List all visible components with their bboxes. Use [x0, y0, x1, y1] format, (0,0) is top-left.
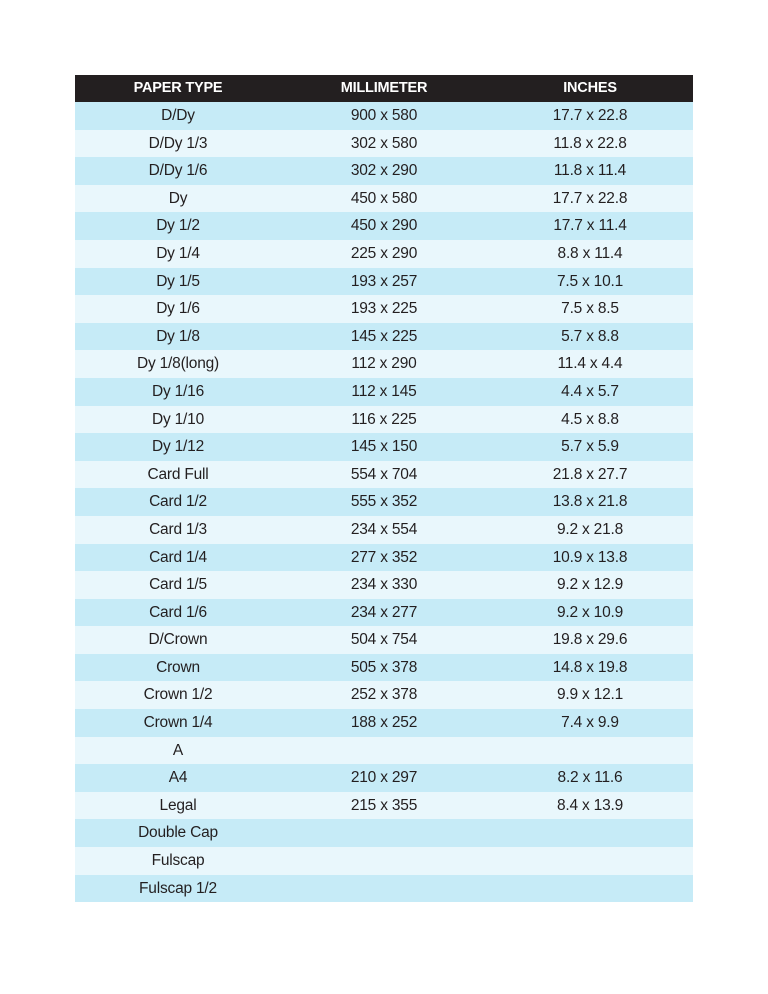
paper-type-cell: Dy 1/8(long)	[136, 355, 220, 373]
millimeter-cell: 145 x 150	[350, 438, 418, 456]
millimeter-cell: 215 x 355	[350, 796, 418, 814]
millimeter-cell	[281, 737, 487, 765]
millimeter-cell: 555 x 352	[350, 493, 418, 511]
paper-type-cell: Dy	[168, 189, 188, 207]
millimeter-cell: 505 x 378	[350, 658, 418, 676]
inches-cell: 9.2 x 21.8	[556, 520, 624, 538]
millimeter-cell: 145 x 225	[350, 327, 418, 345]
table-row	[75, 516, 693, 544]
paper-type-cell: Dy 1/16	[151, 382, 205, 400]
millimeter-cell	[281, 819, 487, 847]
inches-cell	[487, 847, 693, 875]
table-row	[75, 488, 693, 516]
millimeter-cell: 234 x 330	[350, 576, 418, 594]
table-row	[75, 378, 693, 406]
inches-cell: 4.5 x 8.8	[561, 410, 619, 428]
table-row	[75, 461, 693, 489]
paper-type-cell: D/Dy	[161, 107, 195, 124]
table-row	[75, 819, 693, 847]
paper-type-cell: Card 1/4	[149, 548, 207, 566]
inches-cell	[487, 737, 693, 765]
table-row	[75, 157, 693, 185]
inches-cell: 14.8 x 19.8	[552, 658, 628, 676]
table-row	[75, 737, 693, 765]
millimeter-cell: 234 x 554	[350, 520, 418, 538]
inches-cell: 9.2 x 10.9	[556, 603, 624, 621]
paper-type-cell: Dy 1/2	[156, 217, 200, 235]
header-inches: INCHES	[563, 80, 617, 96]
millimeter-cell: 277 x 352	[350, 548, 418, 566]
paper-type-cell: A	[172, 741, 184, 759]
inches-cell: 9.9 x 12.1	[556, 686, 624, 704]
table-row	[75, 212, 693, 240]
inches-cell: 11.4 x 4.4	[557, 355, 623, 373]
inches-cell: 8.2 x 11.6	[557, 769, 623, 787]
table-row	[75, 102, 693, 130]
paper-type-cell: Dy 1/4	[156, 244, 200, 262]
inches-cell: 7.5 x 10.1	[556, 272, 624, 290]
paper-size-table-container	[75, 75, 693, 902]
table-row	[75, 847, 693, 875]
paper-type-cell: D/Crown	[148, 631, 208, 649]
header-millimeter: MILLIMETER	[340, 80, 428, 96]
millimeter-cell	[281, 847, 487, 875]
millimeter-cell: 234 x 277	[350, 603, 418, 621]
millimeter-cell	[281, 875, 487, 903]
paper-type-cell: Double Cap	[138, 824, 218, 842]
paper-type-cell: Fulscap	[151, 852, 205, 870]
inches-cell: 17.7 x 22.8	[552, 107, 628, 124]
inches-cell: 5.7 x 5.9	[561, 438, 619, 456]
inches-cell: 17.7 x 11.4	[553, 217, 627, 235]
paper-type-cell: D/Dy 1/3	[148, 134, 208, 152]
millimeter-cell: 302 x 290	[350, 162, 418, 180]
table-row	[75, 875, 693, 903]
inches-cell: 7.5 x 8.5	[561, 300, 619, 318]
table-row	[75, 654, 693, 682]
millimeter-cell: 225 x 290	[350, 244, 418, 262]
header-paper-type: PAPER TYPE	[133, 80, 223, 96]
table-row	[75, 544, 693, 572]
paper-size-table	[75, 75, 693, 902]
inches-cell: 10.9 x 13.8	[552, 548, 628, 566]
inches-cell: 11.8 x 22.8	[553, 134, 627, 152]
table-row	[75, 295, 693, 323]
table-row	[75, 240, 693, 268]
table-row	[75, 709, 693, 737]
table-row	[75, 323, 693, 351]
millimeter-cell: 302 x 580	[350, 134, 418, 152]
paper-type-cell: Fulscap 1/2	[139, 879, 217, 897]
paper-type-cell: Dy 1/8	[156, 327, 200, 345]
paper-type-cell: D/Dy 1/6	[148, 162, 208, 180]
table-row	[75, 433, 693, 461]
inches-cell	[487, 819, 693, 847]
millimeter-cell: 210 x 297	[350, 769, 418, 787]
millimeter-cell: 504 x 754	[350, 631, 418, 649]
millimeter-cell: 112 x 145	[351, 382, 417, 400]
table-row	[75, 626, 693, 654]
paper-type-cell: Crown 1/2	[143, 686, 213, 704]
millimeter-cell: 112 x 290	[351, 355, 417, 373]
table-row	[75, 130, 693, 158]
inches-cell: 5.7 x 8.8	[561, 327, 619, 345]
inches-cell: 9.2 x 12.9	[556, 576, 624, 594]
paper-type-cell: A4	[168, 769, 188, 787]
table-row	[75, 681, 693, 709]
table-row	[75, 764, 693, 792]
millimeter-cell: 188 x 252	[350, 714, 418, 732]
inches-cell: 4.4 x 5.7	[561, 382, 619, 400]
table-row	[75, 571, 693, 599]
millimeter-cell: 193 x 225	[350, 300, 418, 318]
table-row	[75, 268, 693, 296]
table-row	[75, 350, 693, 378]
paper-type-cell: Card 1/5	[149, 576, 207, 594]
paper-type-cell: Card Full	[147, 465, 209, 483]
paper-type-cell: Card 1/6	[149, 603, 207, 621]
paper-type-cell: Dy 1/5	[156, 272, 200, 290]
table-row	[75, 792, 693, 820]
paper-type-cell: Legal	[159, 796, 197, 814]
inches-cell: 19.8 x 29.6	[552, 631, 628, 649]
paper-type-cell: Dy 1/6	[156, 300, 200, 318]
paper-type-cell: Dy 1/12	[151, 438, 205, 456]
table-header	[75, 75, 693, 102]
inches-cell: 21.8 x 27.7	[552, 465, 628, 483]
millimeter-cell: 252 x 378	[350, 686, 418, 704]
millimeter-cell: 554 x 704	[350, 465, 418, 483]
inches-cell: 7.4 x 9.9	[561, 714, 619, 732]
inches-cell: 8.4 x 13.9	[556, 796, 624, 814]
table-body	[75, 102, 693, 902]
millimeter-cell: 193 x 257	[350, 272, 418, 290]
paper-type-cell: Card 1/3	[149, 520, 207, 538]
paper-type-cell: Crown 1/4	[143, 714, 213, 732]
inches-cell: 13.8 x 21.8	[552, 493, 628, 511]
table-row	[75, 185, 693, 213]
millimeter-cell: 450 x 290	[350, 217, 418, 235]
inches-cell	[487, 875, 693, 903]
paper-type-cell: Dy 1/10	[151, 410, 205, 428]
inches-cell: 17.7 x 22.8	[552, 189, 628, 207]
millimeter-cell: 116 x 225	[351, 410, 417, 428]
paper-type-cell: Card 1/2	[149, 493, 207, 511]
header-row	[75, 75, 693, 102]
table-row	[75, 599, 693, 627]
inches-cell: 11.8 x 11.4	[553, 162, 627, 180]
inches-cell: 8.8 x 11.4	[557, 244, 623, 262]
table-row	[75, 406, 693, 434]
paper-type-cell: Crown	[156, 658, 200, 676]
millimeter-cell: 900 x 580	[350, 107, 418, 124]
millimeter-cell: 450 x 580	[350, 189, 418, 207]
